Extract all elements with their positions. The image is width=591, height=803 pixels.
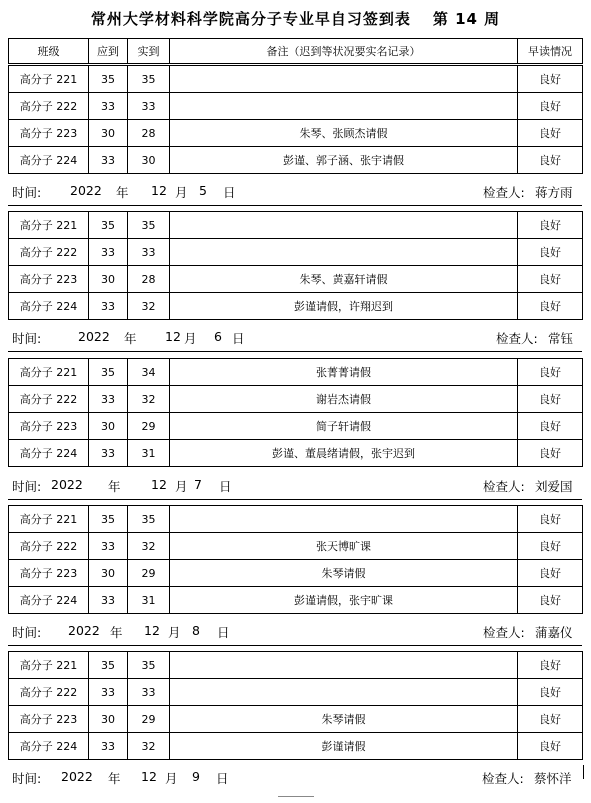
table-row [9, 266, 583, 293]
day-footer [8, 766, 582, 788]
header-actual: 实到 [128, 39, 170, 64]
status-cell: 良好 [518, 266, 583, 293]
inspector-name: 刘爱国 [535, 479, 573, 494]
month-value: 12 [151, 477, 167, 492]
page-title [0, 8, 591, 29]
remark-cell: 朱琴请假 [170, 560, 518, 587]
status-cell: 良好 [518, 413, 583, 440]
actual-cell: 32 [128, 293, 170, 320]
month-value: 12 [151, 183, 167, 198]
status-cell: 良好 [518, 706, 583, 733]
expected-cell: 33 [89, 239, 128, 266]
table-row [9, 239, 583, 266]
table-row [9, 587, 583, 614]
table-row [9, 212, 583, 239]
day-value: 8 [192, 623, 200, 638]
actual-cell: 29 [128, 560, 170, 587]
time-label: 时间: [12, 479, 42, 494]
inspector-label: 检查人: [496, 331, 538, 346]
header-class: 班级 [9, 39, 89, 64]
class-cell: 高分子 223 [9, 560, 89, 587]
class-cell: 高分子 222 [9, 386, 89, 413]
table-row [9, 413, 583, 440]
class-cell: 高分子 223 [9, 120, 89, 147]
month-unit: 月 [165, 771, 178, 786]
class-cell: 高分子 222 [9, 679, 89, 706]
table-row [9, 93, 583, 120]
remark-cell [170, 212, 518, 239]
class-cell: 高分子 223 [9, 266, 89, 293]
status-cell: 良好 [518, 560, 583, 587]
class-cell: 高分子 221 [9, 506, 89, 533]
status-cell: 良好 [518, 652, 583, 679]
table-row [9, 706, 583, 733]
expected-cell: 33 [89, 679, 128, 706]
table-row [9, 652, 583, 679]
day-table [8, 65, 583, 174]
month-value: 12 [141, 769, 157, 784]
day-table [8, 211, 583, 320]
status-cell: 良好 [518, 506, 583, 533]
actual-cell: 32 [128, 733, 170, 760]
expected-cell: 33 [89, 440, 128, 467]
year-value: 2022 [70, 183, 102, 198]
day-table [8, 651, 583, 760]
remark-cell [170, 239, 518, 266]
remark-cell: 彭谨请假 [170, 733, 518, 760]
remark-cell [170, 679, 518, 706]
day-unit: 日 [217, 625, 230, 640]
inspector-name: 蔡怀洋 [534, 771, 572, 786]
remark-cell [170, 93, 518, 120]
header-table [8, 38, 583, 64]
class-cell: 高分子 223 [9, 706, 89, 733]
actual-cell: 29 [128, 706, 170, 733]
day-footer [8, 474, 582, 496]
header-status: 早读情况 [518, 39, 583, 64]
day-value: 9 [192, 769, 200, 784]
time-label: 时间: [12, 331, 42, 346]
actual-cell: 31 [128, 587, 170, 614]
day-unit: 日 [223, 185, 236, 200]
remark-cell: 彭谨、董晨绪请假，张宇迟到 [170, 440, 518, 467]
year-value: 2022 [61, 769, 93, 784]
table-row [9, 386, 583, 413]
month-unit: 月 [175, 479, 188, 494]
inspector-label: 检查人: [483, 185, 525, 200]
class-cell: 高分子 224 [9, 587, 89, 614]
inspector-name: 蒲嘉仪 [535, 625, 573, 640]
actual-cell: 28 [128, 266, 170, 293]
expected-cell: 30 [89, 266, 128, 293]
class-cell: 高分子 221 [9, 652, 89, 679]
status-cell: 良好 [518, 66, 583, 93]
status-cell: 良好 [518, 440, 583, 467]
remark-cell: 张菁菁请假 [170, 359, 518, 386]
time-label: 时间: [12, 625, 42, 640]
status-cell: 良好 [518, 147, 583, 174]
expected-cell: 35 [89, 359, 128, 386]
remark-cell: 彭谨请假，张宇旷课 [170, 587, 518, 614]
status-cell: 良好 [518, 733, 583, 760]
status-cell: 良好 [518, 239, 583, 266]
class-cell: 高分子 222 [9, 93, 89, 120]
remark-cell: 彭谨、郭子涵、张宇请假 [170, 147, 518, 174]
block-separator [8, 205, 582, 206]
expected-cell: 35 [89, 652, 128, 679]
actual-cell: 35 [128, 506, 170, 533]
day-unit: 日 [232, 331, 245, 346]
remark-cell [170, 66, 518, 93]
year-unit: 年 [108, 479, 121, 494]
table-row [9, 679, 583, 706]
remark-cell: 简子轩请假 [170, 413, 518, 440]
time-label: 时间: [12, 185, 42, 200]
remark-cell: 朱琴、张顾杰请假 [170, 120, 518, 147]
block-separator [8, 351, 582, 352]
table-row [9, 293, 583, 320]
expected-cell: 35 [89, 506, 128, 533]
actual-cell: 32 [128, 386, 170, 413]
class-cell: 高分子 224 [9, 293, 89, 320]
header-remark: 备注（迟到等状况要实名记录） [170, 39, 518, 64]
remark-cell: 朱琴、黄嘉轩请假 [170, 266, 518, 293]
remark-cell: 张天博旷课 [170, 533, 518, 560]
actual-cell: 34 [128, 359, 170, 386]
month-value: 12 [165, 329, 181, 344]
actual-cell: 28 [128, 120, 170, 147]
class-cell: 高分子 221 [9, 66, 89, 93]
inspector-name: 蒋方雨 [535, 185, 573, 200]
expected-cell: 33 [89, 386, 128, 413]
year-unit: 年 [116, 185, 129, 200]
actual-cell: 31 [128, 440, 170, 467]
class-cell: 高分子 221 [9, 359, 89, 386]
day-unit: 日 [219, 479, 232, 494]
status-cell: 良好 [518, 587, 583, 614]
expected-cell: 30 [89, 706, 128, 733]
actual-cell: 33 [128, 93, 170, 120]
table-row [9, 733, 583, 760]
expected-cell: 30 [89, 120, 128, 147]
inspector-label: 检查人: [482, 771, 524, 786]
page-edge-mark-bottom [278, 796, 314, 803]
month-value: 12 [144, 623, 160, 638]
status-cell: 良好 [518, 386, 583, 413]
inspector-label: 检查人: [483, 479, 525, 494]
class-cell: 高分子 224 [9, 733, 89, 760]
status-cell: 良好 [518, 359, 583, 386]
expected-cell: 33 [89, 587, 128, 614]
day-value: 7 [194, 477, 202, 492]
year-value: 2022 [68, 623, 100, 638]
actual-cell: 32 [128, 533, 170, 560]
expected-cell: 30 [89, 560, 128, 587]
table-row [9, 440, 583, 467]
expected-cell: 35 [89, 66, 128, 93]
day-footer [8, 180, 582, 202]
actual-cell: 35 [128, 652, 170, 679]
day-table [8, 505, 583, 614]
table-row [9, 66, 583, 93]
day-footer [8, 620, 582, 642]
actual-cell: 35 [128, 212, 170, 239]
day-table [8, 358, 583, 467]
year-value: 2022 [78, 329, 110, 344]
actual-cell: 30 [128, 147, 170, 174]
actual-cell: 33 [128, 679, 170, 706]
week-label: 第 14 周 [432, 10, 501, 28]
status-cell: 良好 [518, 533, 583, 560]
remark-cell [170, 506, 518, 533]
time-label: 时间: [12, 771, 42, 786]
block-separator [8, 645, 582, 646]
class-cell: 高分子 222 [9, 239, 89, 266]
status-cell: 良好 [518, 212, 583, 239]
status-cell: 良好 [518, 679, 583, 706]
remark-cell: 朱琴请假 [170, 706, 518, 733]
remark-cell: 谢岩杰请假 [170, 386, 518, 413]
month-unit: 月 [175, 185, 188, 200]
block-separator [8, 499, 582, 500]
page-edge-mark [583, 765, 590, 779]
month-unit: 月 [184, 331, 197, 346]
table-row [9, 120, 583, 147]
day-value: 6 [214, 329, 222, 344]
expected-cell: 33 [89, 533, 128, 560]
class-cell: 高分子 221 [9, 212, 89, 239]
class-cell: 高分子 223 [9, 413, 89, 440]
expected-cell: 30 [89, 413, 128, 440]
expected-cell: 33 [89, 733, 128, 760]
table-row [9, 533, 583, 560]
status-cell: 良好 [518, 120, 583, 147]
class-cell: 高分子 222 [9, 533, 89, 560]
table-row [9, 359, 583, 386]
class-cell: 高分子 224 [9, 147, 89, 174]
remark-cell [170, 652, 518, 679]
status-cell: 良好 [518, 293, 583, 320]
actual-cell: 33 [128, 239, 170, 266]
expected-cell: 33 [89, 147, 128, 174]
year-value: 2022 [51, 477, 83, 492]
month-unit: 月 [168, 625, 181, 640]
remark-cell: 彭谨请假，许翔迟到 [170, 293, 518, 320]
title-text: 常州大学材料科学院高分子专业早自习签到表 [90, 10, 411, 28]
inspector-label: 检查人: [483, 625, 525, 640]
expected-cell: 35 [89, 212, 128, 239]
actual-cell: 29 [128, 413, 170, 440]
day-value: 5 [199, 183, 207, 198]
status-cell: 良好 [518, 93, 583, 120]
table-row [9, 560, 583, 587]
header-expected: 应到 [89, 39, 128, 64]
expected-cell: 33 [89, 293, 128, 320]
year-unit: 年 [110, 625, 123, 640]
expected-cell: 33 [89, 93, 128, 120]
year-unit: 年 [108, 771, 121, 786]
day-footer [8, 326, 582, 348]
table-row [9, 506, 583, 533]
table-row [9, 147, 583, 174]
actual-cell: 35 [128, 66, 170, 93]
inspector-name: 常钰 [548, 331, 574, 346]
class-cell: 高分子 224 [9, 440, 89, 467]
year-unit: 年 [124, 331, 137, 346]
day-unit: 日 [216, 771, 229, 786]
